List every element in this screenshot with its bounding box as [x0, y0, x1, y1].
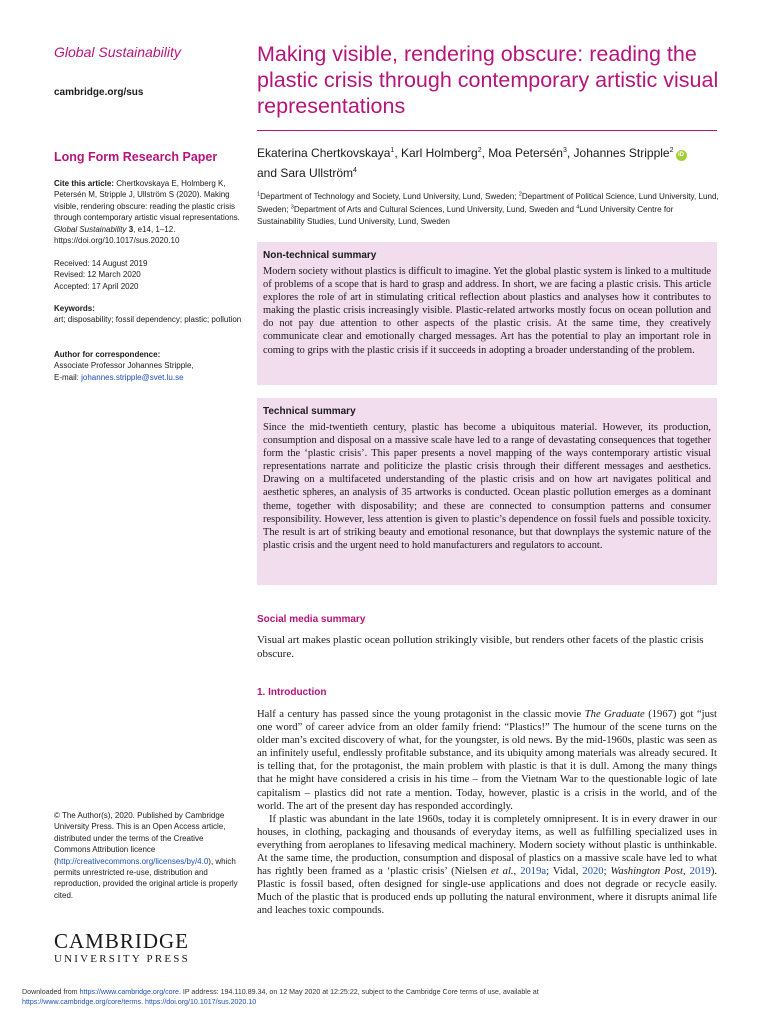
keywords-list: art; disposability; fossil dependency; plastic; pollution	[54, 315, 242, 325]
author-1-affil: 1	[390, 147, 395, 154]
correspondence-email-line	[54, 372, 242, 383]
intro-p2-text-a: If plastic was abundant in the late 1960s, today it is completely omnipresent. It is in every drawer in our houses, in clothing, packaging and thousands of everyday items, as well as fulfilling specialized uses in everything from aeroplanes to lifesaving medical machinery. Modern society without plastic is unthinkable. At the same time, the production, consumption and disposal of plastics on a massive scale have led to what has rightly been framed as a ‘plastic crisis’ (Nielsen	[257, 813, 717, 878]
affiliations	[257, 191, 719, 229]
affiliation-4: Lund University Centre for Sustainability Studies, Lund University, Lund, Sweden	[257, 204, 674, 226]
logo-line-2: UNIVERSITY PRESS	[54, 953, 190, 965]
citation-link[interactable]: 2019a	[520, 866, 547, 878]
journal-name: Global Sustainability	[54, 44, 181, 60]
social-media-summary-text: Visual art makes plastic ocean pollution strikingly visible, but renders other facets of the plastic crisis obscure.	[257, 634, 704, 660]
correspondence-name: Associate Professor Johannes Stripple,	[54, 361, 194, 371]
intro-p1-text-a: Half a century has passed since the young protagonist in the classic movie	[257, 709, 585, 720]
intro-p2-comma: ,	[513, 866, 521, 878]
affil-marker-4: 4	[576, 203, 580, 210]
intro-p2-text-d: ,	[683, 866, 690, 878]
affiliation-1: Department of Technology and Society, Lund University, Lund, Sweden;	[260, 192, 519, 201]
technical-summary-box	[257, 398, 717, 585]
footer-text-2: . IP address: 194.110.89.34, on 12 May 2020 at 12:25:22, subject to the Cambridge Core terms of use, available at	[178, 988, 539, 996]
received-date: Received: 14 August 2019	[54, 259, 148, 268]
email-link[interactable]: johannes.stripple@svet.lu.se	[81, 372, 184, 382]
cite-label: Cite this article:	[54, 179, 115, 188]
dates-block	[54, 258, 242, 292]
revised-date: Revised: 12 March 2020	[54, 270, 141, 280]
title-divider	[257, 130, 717, 131]
cite-text: Chertkovskaya E, Holmberg K, Petersén M, Stripple J, Ullström S (2020). Making visible, rendering obscure: reading the plastic crisis through contemporary artistic visual representations.	[54, 179, 240, 223]
author-5: and Sara Ullström	[257, 166, 354, 180]
footer-text-3: .	[141, 998, 146, 1006]
author-2-affil: 2	[477, 147, 482, 154]
citation-link[interactable]: 2020	[582, 866, 604, 878]
copyright-text-1: © The Author(s), 2020. Published by Cambridge University Press. This is an Open Access article, distributed under the terms of the Creative Commons Attribution licence (	[54, 811, 226, 866]
cambridge-university-press-logo	[54, 931, 190, 966]
et-al: et al.	[491, 866, 514, 878]
social-media-summary-heading: Social media summary	[257, 614, 366, 625]
publication-name: Washington Post	[610, 866, 683, 878]
author-5-affil: 4	[353, 167, 357, 174]
footer-core-link[interactable]: https://www.cambridge.org/core	[79, 988, 179, 996]
accepted-date: Accepted: 17 April 2020	[54, 281, 139, 291]
email-label: E-mail:	[54, 372, 82, 382]
affil-marker-1: 1	[257, 191, 261, 198]
correspondence-block	[54, 349, 242, 383]
affiliation-2: Department of Political Science, Lund University, Lund, Sweden;	[257, 192, 719, 214]
intro-p2-text-c: ;	[603, 866, 611, 878]
keywords-label: Keywords:	[54, 304, 95, 313]
introduction-body	[257, 708, 717, 918]
author-3-affil: 3	[562, 147, 567, 154]
author-4: , Johannes Stripple	[566, 146, 670, 160]
intro-p2-text-e: ). Plastic is fossil based, often designed for single-use applications and does not degrade or recycle easily. Much of the plastic that is produced ends up polluting the natural environment, where it disrupts animal life and leaches toxic compounds.	[257, 866, 718, 917]
article-type: Long Form Research Paper	[54, 150, 218, 164]
download-footer	[22, 987, 752, 1007]
footer-text-1: Downloaded from	[22, 988, 80, 996]
citation-link[interactable]: 2019	[689, 866, 711, 878]
orcid-icon[interactable]: iD	[676, 150, 687, 161]
non-technical-summary-box	[257, 242, 717, 385]
copyright-text-2: ), which permits unrestricted re-use, distribution and reproduction, provided the original article is properly cited.	[54, 856, 238, 900]
technical-summary-text: Since the mid-twentieth century, plastic has become a ubiquitous material. However, its production, consumption and disposal on a massive scale have led to a range of devastating consequences that together form the ‘plastic crisis’. This paper presents a novel mapping of the ways contemporary artistic visual representations narrate and politicize the plastic crisis through their different messages and aesthetics. Drawing on a multifaceted understanding of the plastic crisis and on how art navigates political and aesthetic spheres, an analysis of 35 artworks is conducted. Ocean plastic pollution emerges as a dominant theme, together with disposability; and these are connected to consumption patterns and consumer responsibility. However, less attention is given to plastic’s dependence on fossil fuels and possible toxicity. The result is art of striking beauty and emotional resonance, but that downplays the systemic nature of the plastic crisis and the urgent need to hold manufacturers and regulators to account.	[263, 422, 711, 551]
correspondence-label: Author for correspondence:	[54, 350, 161, 359]
non-technical-summary-text: Modern society without plastics is difficult to imagine. Yet the global plastic system is linked to a multitude of problems of a scope that is hard to grasp and address. In short, we are facing a plastic crisis. This article explores the role of art in stimulating critical reflection about plastics and analyses how it contributes to making the plastic crisis increasingly visible. Plastic-related artworks mostly focus on ocean pollution and do not pay due attention to other aspects of the plastic crisis. At the same time, they creatively communicate clear and emotionally charged messages. Art has the potential to play an important role in coming to grips with the plastic crisis if it succeeds in adopting a broader understanding of the problem.	[263, 266, 711, 356]
footer-terms-link[interactable]: https://www.cambridge.org/core/terms	[22, 998, 142, 1006]
intro-p1-text-b: (1967) got “just one word” of career advice from an older family friend: “Plastics!” The humour of the scene turns on the older man’s excited discovery of what, for the youngster, is old news. By the mid-1960s, plastic was seen as an infinitely useful, endlessly profitable substance, and its ubiquity among materials was already secured. It is telling that, for the protagonist, the main problem with plastic is that it is dull. Among the many things that he might have considered a crisis in his time – from the Vietnam War to the questionable logic of late capitalism – plastics did not rate a mention. Today, however, plastic is a crisis in the world, and of the world. The art of the present day has responded accordingly.	[257, 709, 717, 812]
non-technical-summary-heading: Non-technical summary	[263, 250, 377, 261]
article-title: Making visible, rendering obscure: reading the plastic crisis through contemporary artistic visual representations	[257, 42, 719, 118]
cite-tail: , e14, 1–12. https://doi.org/10.1017/sus.2020.10	[54, 224, 180, 246]
author-4-affil: 2	[669, 147, 674, 154]
citation-block	[54, 178, 242, 246]
cite-journal: Global Sustainability	[54, 224, 127, 234]
affil-marker-2: 2	[518, 191, 522, 198]
author-list	[257, 143, 717, 183]
affil-marker-3: 3	[290, 203, 294, 210]
cite-volume: 3	[126, 224, 134, 234]
intro-paragraph-1	[257, 708, 717, 813]
technical-summary-heading: Technical summary	[263, 406, 356, 417]
sidebar	[54, 0, 242, 1024]
licence-link[interactable]: http://creativecommons.org/licenses/by/4.0	[56, 856, 209, 866]
footer-doi-link[interactable]: https://doi.org/10.1017/sus.2020.10	[145, 998, 257, 1006]
affiliation-3: Department of Arts and Cultural Sciences, Lund University, Lund, Sweden and	[293, 204, 577, 214]
introduction-heading: 1. Introduction	[257, 687, 327, 698]
film-title: The Graduate	[584, 709, 645, 720]
copyright-notice	[54, 810, 242, 901]
logo-line-1: CAMBRIDGE	[54, 929, 190, 953]
author-2: , Karl Holmberg	[394, 146, 478, 160]
keywords-block	[54, 303, 242, 326]
author-1: Ekaterina Chertkovskaya	[257, 146, 391, 160]
journal-url[interactable]: cambridge.org/sus	[54, 87, 144, 98]
intro-paragraph-2	[257, 813, 717, 918]
intro-p2-text-b: ; Vidal,	[546, 866, 583, 878]
author-3: , Moa Petersén	[481, 146, 563, 160]
